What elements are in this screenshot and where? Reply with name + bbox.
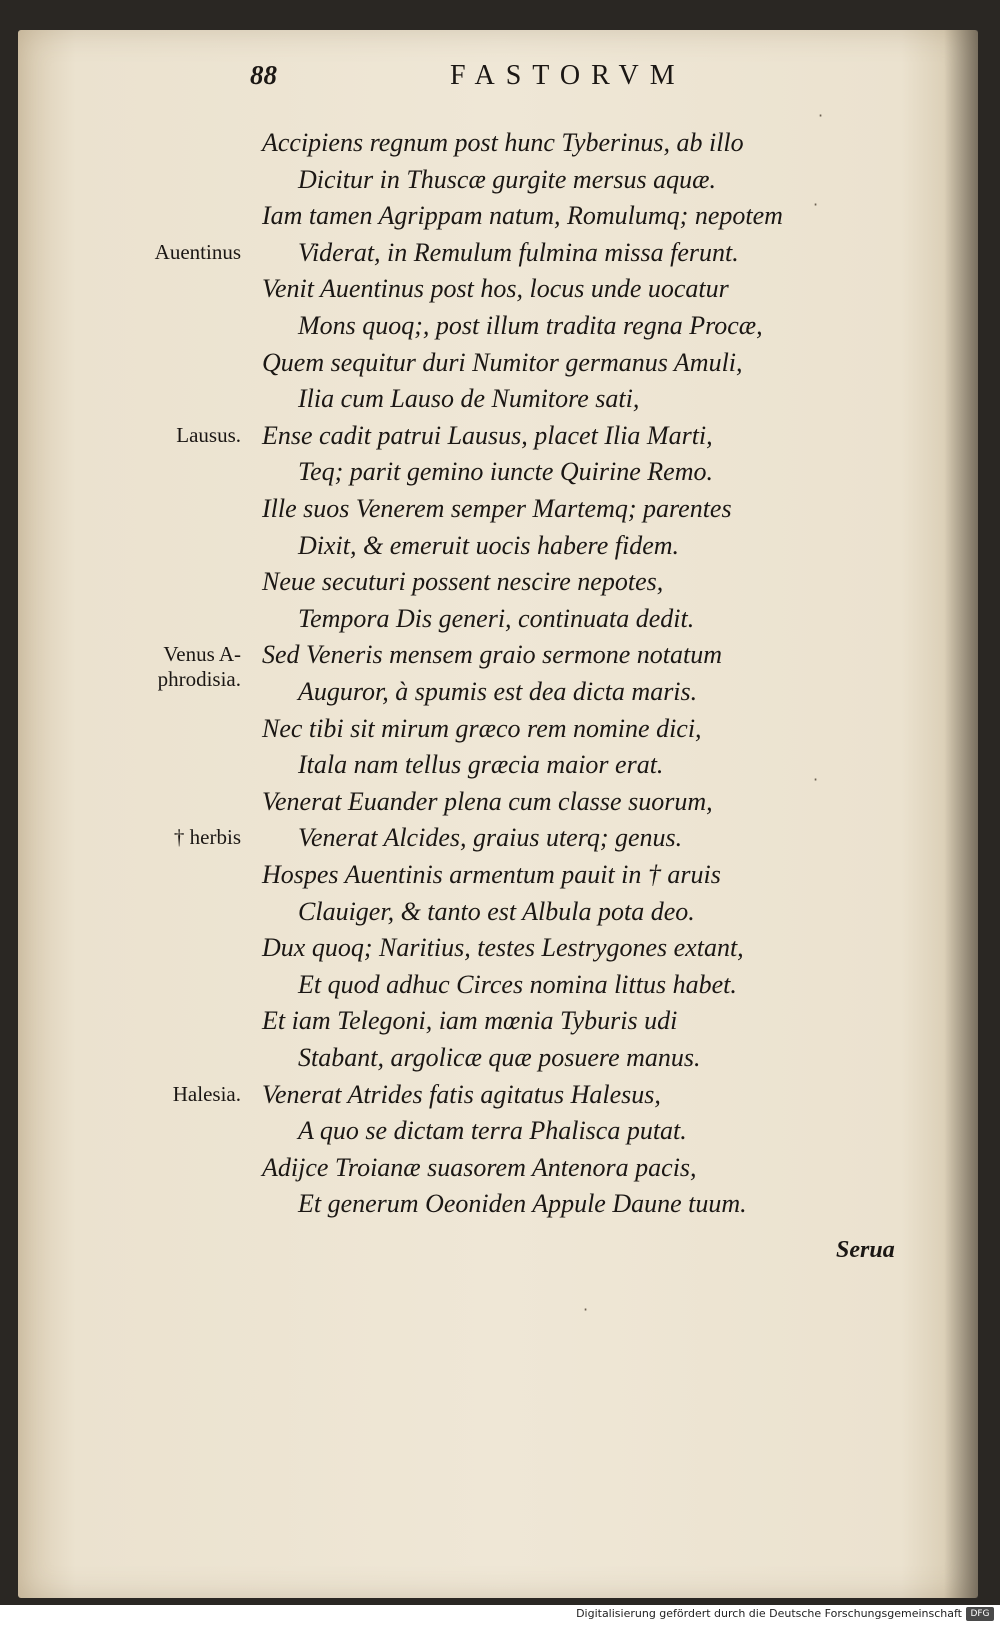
verse-line: Venerat Alcides, graius uterq; genus. bbox=[298, 823, 683, 853]
verse-line: Venerat Atrides fatis agitatus Halesus, bbox=[262, 1079, 661, 1109]
verse-line: Mons quoq;, post illum tradita regna Procæ, bbox=[298, 311, 763, 340]
verse-line: Accipiens regnum post hunc Tyberinus, ab illo bbox=[262, 128, 744, 157]
verse-line: Teq; parit gemino iuncte Quirine Remo. bbox=[298, 457, 713, 487]
verse-line: A quo se dictam terra Phalisca putat. bbox=[298, 1116, 687, 1146]
verse-line: Ilia cum Lauso de Numitore sati, bbox=[298, 384, 640, 414]
verse-line: Sed Veneris mensem graio sermone notatum bbox=[262, 640, 722, 670]
verse-line: Ense cadit patrui Lausus, placet Ilia Marti, bbox=[262, 420, 713, 450]
verse-line: Clauiger, & tanto est Albula pota deo. bbox=[298, 896, 695, 926]
marginal-note bbox=[96, 642, 241, 692]
verse-line: Nec tibi sit mirum græco rem nomine dici, bbox=[262, 713, 702, 743]
verse-line: Neue secuturi possent nescire nepotes, bbox=[262, 567, 664, 597]
marginal-note bbox=[96, 423, 241, 448]
catchword: Serua bbox=[836, 1237, 895, 1263]
page-header bbox=[0, 60, 1000, 100]
ink-speck: · bbox=[583, 1300, 589, 1319]
verse-line: Et quod adhuc Circes nomina littus habet. bbox=[298, 969, 737, 999]
verse-line: Dux quoq; Naritius, testes Lestrygones extant, bbox=[262, 933, 744, 963]
verse-line: Quem sequitur duri Numitor germanus Amuli, bbox=[262, 347, 743, 377]
marginal-note bbox=[96, 1082, 241, 1107]
ink-speck: · bbox=[818, 106, 824, 125]
page-number: 88 bbox=[250, 60, 277, 90]
verse-line: Adijce Troianæ suasorem Antenora pacis, bbox=[262, 1152, 697, 1182]
verse-line: Tempora Dis generi, continuata dedit. bbox=[298, 603, 695, 633]
marginal-note-line: † herbis bbox=[173, 825, 241, 850]
digitization-footer bbox=[0, 1605, 1000, 1626]
verse-line: Et generum Oeoniden Appule Daune tuum. bbox=[298, 1189, 747, 1219]
verse-line: Dixit, & emeruit uocis habere fidem. bbox=[298, 530, 680, 560]
marginal-note-line: Halesia. bbox=[172, 1081, 241, 1106]
ink-speck: · bbox=[813, 195, 819, 214]
marginal-note-line: phrodisia. bbox=[157, 667, 241, 692]
running-head: FASTORVM bbox=[450, 60, 686, 91]
verse-line: Viderat, in Remulum fulmina missa ferunt. bbox=[298, 237, 739, 267]
marginal-note-line: Venus A- bbox=[163, 642, 241, 667]
verse-line: Stabant, argolicæ quæ posuere manus. bbox=[298, 1043, 701, 1072]
verse-line: Hospes Auentinis armentum pauit in † aruis bbox=[262, 860, 721, 889]
verse-line: Ille suos Venerem semper Martemq; parentes bbox=[262, 494, 732, 523]
verse-line: Itala nam tellus græcia maior erat. bbox=[298, 750, 664, 780]
verse-line: Venit Auentinus post hos, locus unde uocatur bbox=[262, 274, 729, 304]
verse-line: Iam tamen Agrippam natum, Romulumq; nepotem bbox=[262, 201, 783, 231]
marginal-note-line: Auentinus bbox=[154, 239, 241, 264]
ink-speck: · bbox=[813, 770, 819, 789]
verse-line: Auguror, à spumis est dea dicta maris. bbox=[298, 677, 698, 706]
marginal-note-line: Lausus. bbox=[176, 422, 241, 447]
page-gutter-shadow bbox=[944, 30, 978, 1598]
footer-credit: Digitalisierung gefördert durch die Deutsche Forschungsgemeinschaft bbox=[576, 1607, 962, 1620]
verse-line: Dicitur in Thuscæ gurgite mersus aquæ. bbox=[298, 164, 716, 194]
verse-line: Venerat Euander plena cum classe suorum, bbox=[262, 786, 713, 816]
verse-line: Et iam Telegoni, iam mœnia Tyburis udi bbox=[262, 1006, 678, 1036]
marginal-note bbox=[96, 240, 241, 265]
marginal-note bbox=[96, 825, 241, 850]
dfg-logo: DFG bbox=[966, 1607, 994, 1621]
